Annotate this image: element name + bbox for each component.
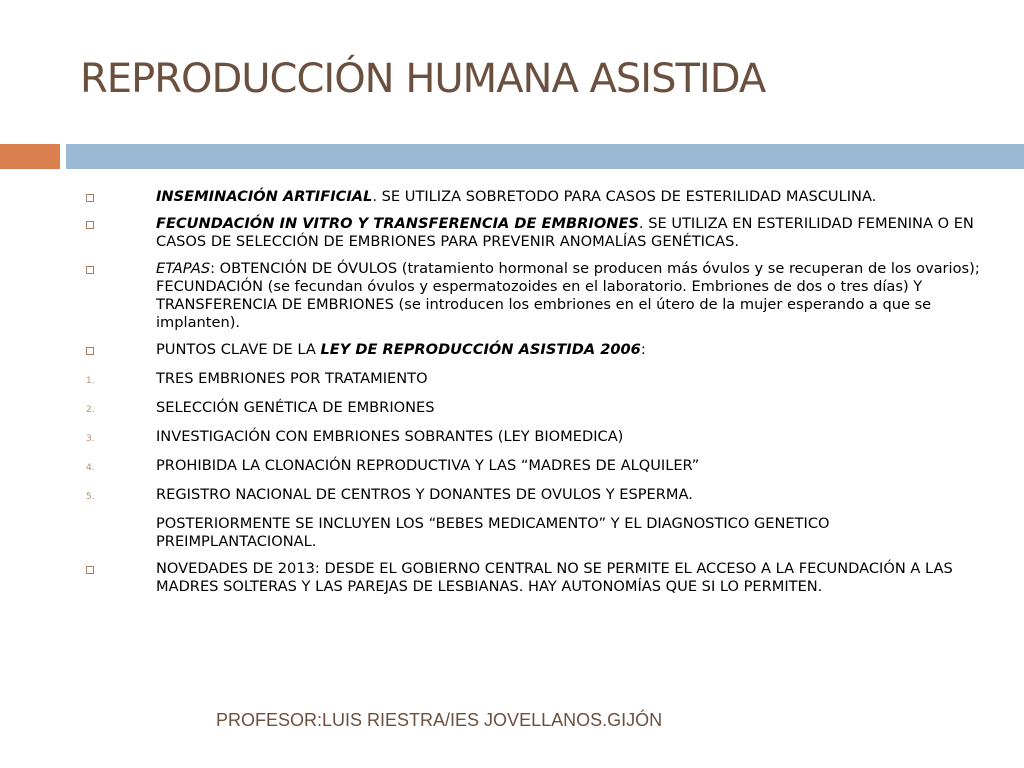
item-text: . SE UTILIZA SOBRETODO PARA CASOS DE ESTERILIDAD MASCULINA. — [372, 188, 877, 205]
item-number: 3. — [86, 434, 95, 444]
slide-body — [82, 188, 982, 596]
slide-title: REPRODUCCIÓN HUMANA ASISTIDA — [80, 56, 766, 102]
numbered-item — [82, 457, 982, 475]
plain-paragraph: POSTERIORMENTE SE INCLUYEN LOS “BEBES MEDICAMENTO” Y EL DIAGNOSTICO GENETICO PREIMPLANTACIONAL. — [156, 515, 830, 550]
square-bullet-icon — [86, 347, 94, 355]
item-text: SELECCIÓN GENÉTICA DE EMBRIONES — [156, 399, 435, 416]
item-text: INVESTIGACIÓN CON EMBRIONES SOBRANTES (LEY BIOMEDICA) — [156, 428, 624, 445]
item-text: PROHIBIDA LA CLONACIÓN REPRODUCTIVA Y LAS “MADRES DE ALQUILER” — [156, 457, 700, 474]
item-text: NOVEDADES DE 2013: DESDE EL GOBIERNO CENTRAL NO SE PERMITE EL ACCESO A LA FECUNDACIÓN A LAS MADRES SOLTERAS Y LAS PAREJAS DE LESBIANAS. HAY AUTONOMÍAS QUE SI LO PERMITEN. — [156, 560, 953, 595]
bullet-item-puntos-clave — [82, 341, 982, 359]
item-text: TRES EMBRIONES POR TRATAMIENTO — [156, 370, 428, 387]
bullet-item-inseminacion — [82, 188, 982, 206]
numbered-item — [82, 428, 982, 446]
bullet-item-novedades — [82, 560, 982, 596]
accent-bar-orange — [0, 144, 60, 169]
item-lead: INSEMINACIÓN ARTIFICIAL — [156, 188, 373, 205]
item-number: 2. — [86, 405, 95, 415]
square-bullet-icon — [86, 194, 94, 202]
square-bullet-icon — [86, 266, 94, 274]
numbered-item — [82, 370, 982, 388]
item-text: REGISTRO NACIONAL DE CENTROS Y DONANTES DE OVULOS Y ESPERMA. — [156, 486, 693, 503]
item-prefix: PUNTOS CLAVE DE LA — [156, 341, 321, 358]
item-text: . SE UTILIZA EN ESTERILIDAD FEMENINA O EN CASOS DE SELECCIÓN DE EMBRIONES PARA PREVENIR ANOMALÍAS GENÉTICAS. — [156, 215, 974, 250]
item-lead: ETAPAS — [156, 260, 211, 277]
item-lead: FECUNDACIÓN IN VITRO Y TRANSFERENCIA DE EMBRIONES — [156, 215, 639, 232]
square-bullet-icon — [86, 221, 94, 229]
numbered-item — [82, 399, 982, 417]
item-number: 5. — [86, 492, 95, 502]
numbered-item — [82, 486, 982, 504]
square-bullet-icon — [86, 566, 94, 574]
item-text: : — [640, 341, 646, 358]
item-number: 1. — [86, 376, 95, 386]
bullet-item-etapas — [82, 260, 982, 332]
item-lead: LEY DE REPRODUCCIÓN ASISTIDA 2006 — [320, 341, 641, 358]
item-number: 4. — [86, 463, 95, 473]
slide-footer: PROFESOR:LUIS RIESTRA/IES JOVELLANOS.GIJÓN — [216, 710, 663, 730]
accent-bar-blue — [66, 144, 1024, 169]
bullet-item-fecundacion — [82, 215, 982, 251]
item-text: : OBTENCIÓN DE ÓVULOS (tratamiento hormonal se producen más óvulos y se recuperan de los ovarios); FECUNDACIÓN (se fecundan óvulos y espermatozoides en el laboratorio. Embriones de dos o tres días) Y TRANSFERENCIA DE EMBRIONES (se introducen los embriones en el útero de la mujer esperando a que se implanten). — [156, 260, 980, 331]
